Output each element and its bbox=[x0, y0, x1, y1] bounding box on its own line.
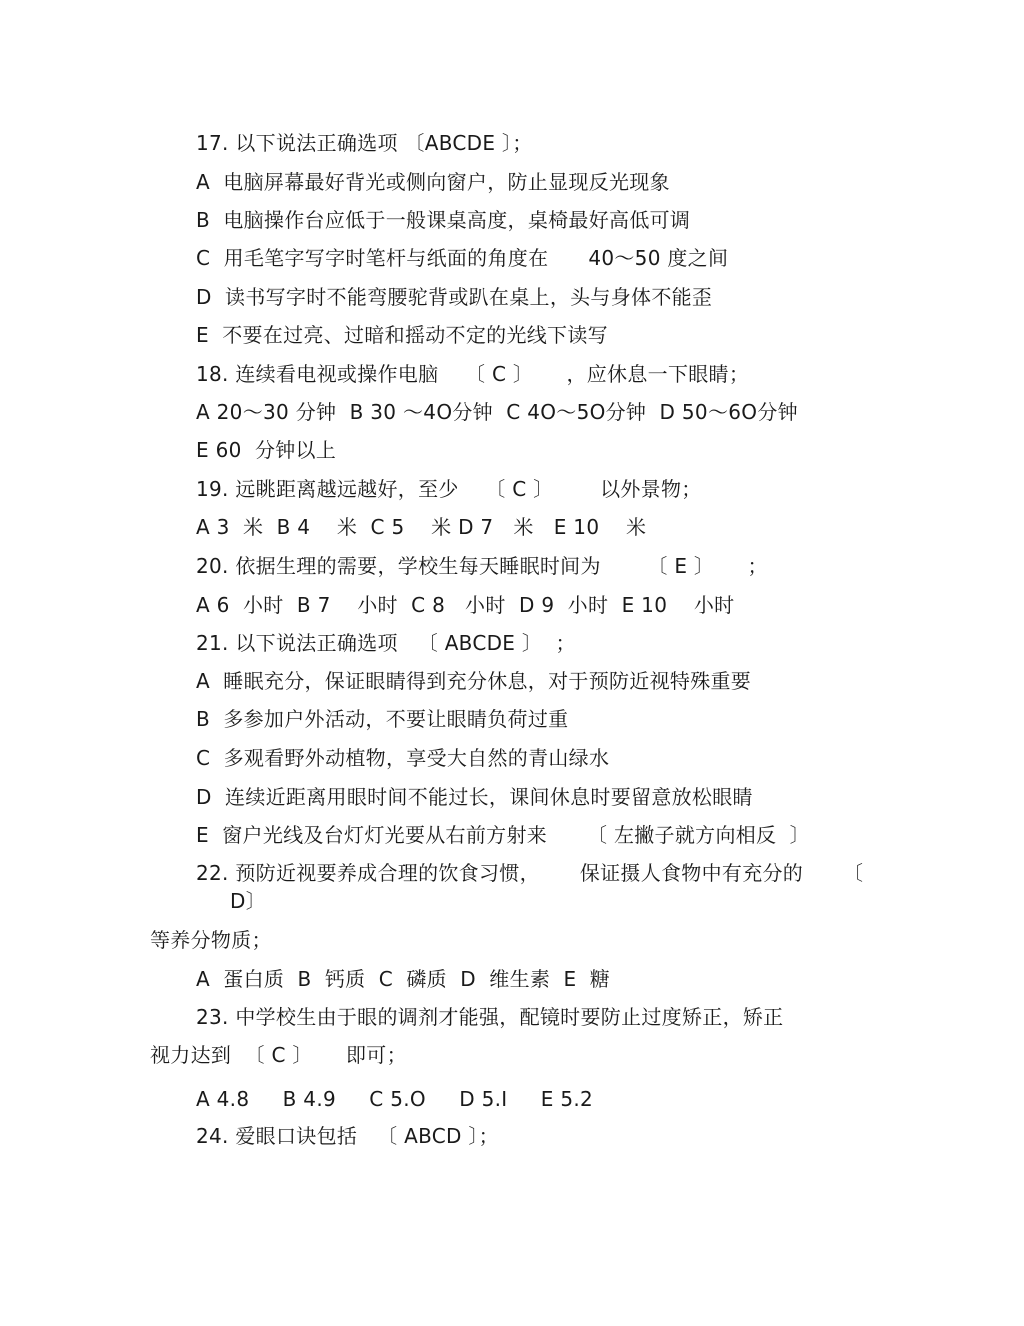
question-18: 18. 连续看电视或操作电脑 〔 C 〕 ，应休息一下眼睛； bbox=[196, 362, 750, 386]
option-line: A 6 小时 B 7 小时 C 8 小时 D 9 小时 E 10 小时 bbox=[196, 593, 735, 617]
option-line: A 3 米 B 4 米 C 5 米 D 7 米 E 10 米 bbox=[196, 515, 647, 539]
option-line: A 电脑屏幕最好背光或侧向窗户，防止显现反光现象 bbox=[196, 170, 670, 194]
option-line: C 用毛笔字写字时笔杆与纸面的角度在 40～50 度之间 bbox=[196, 246, 729, 270]
option-line: E 不要在过亮、过暗和摇动不定的光线下读写 bbox=[196, 323, 608, 347]
option-line: D 连续近距离用眼时间不能过长，课间休息时要留意放松眼睛 bbox=[196, 785, 753, 809]
question-20: 20. 依据生理的需要，学校生每天睡眠时间为 〔 E 〕 ； bbox=[196, 554, 768, 578]
question-17: 17. 以下说法正确选项 〔ABCDE 〕； bbox=[196, 131, 533, 155]
option-line: E 窗户光线及台灯灯光要从右前方射来 〔 左撇子就方向相反 〕 bbox=[196, 823, 810, 847]
option-line: A 4.8 B 4.9 C 5.O D 5.I E 5.2 bbox=[196, 1087, 594, 1111]
option-line: C 多观看野外动植物，享受大自然的青山绿水 bbox=[196, 746, 610, 770]
option-line: A 睡眠充分，保证眼睛得到充分休息，对于预防近视特殊重要 bbox=[196, 669, 752, 693]
continuation-line: 视力达到 〔 C 〕 即可； bbox=[150, 1043, 407, 1067]
option-line: E 60 分钟以上 bbox=[196, 438, 337, 462]
option-line: A 蛋白质 B 钙质 C 磷质 D 维生素 E 糖 bbox=[196, 967, 611, 991]
option-line: B 多参加户外活动，不要让眼睛负荷过重 bbox=[196, 707, 569, 731]
question-23: 23. 中学校生由于眼的调剂才能强，配镜时要防止过度矫正，矫正 bbox=[196, 1005, 784, 1029]
question-21: 21. 以下说法正确选项 〔 ABCDE 〕 ； bbox=[196, 631, 576, 655]
answer-22: D〕 bbox=[230, 889, 267, 913]
question-19: 19. 远眺距离越远越好，至少 〔 C 〕 以外景物； bbox=[196, 477, 702, 501]
question-24: 24. 爱眼口诀包括 〔 ABCD 〕； bbox=[196, 1124, 499, 1148]
option-line: B 电脑操作台应低于一般课桌高度，桌椅最好高低可调 bbox=[196, 208, 691, 232]
option-line: D 读书写字时不能弯腰驼背或趴在桌上，头与身体不能歪 bbox=[196, 285, 713, 309]
option-line: A 20～30 分钟 B 30 ～4O分钟 C 4O～5O分钟 D 50～6O分钟 bbox=[196, 400, 798, 424]
question-22: 22. 预防近视要养成合理的饮食习惯， 保证摄人食物中有充分的 〔 bbox=[196, 861, 864, 885]
continuation-line: 等养分物质； bbox=[150, 928, 272, 952]
